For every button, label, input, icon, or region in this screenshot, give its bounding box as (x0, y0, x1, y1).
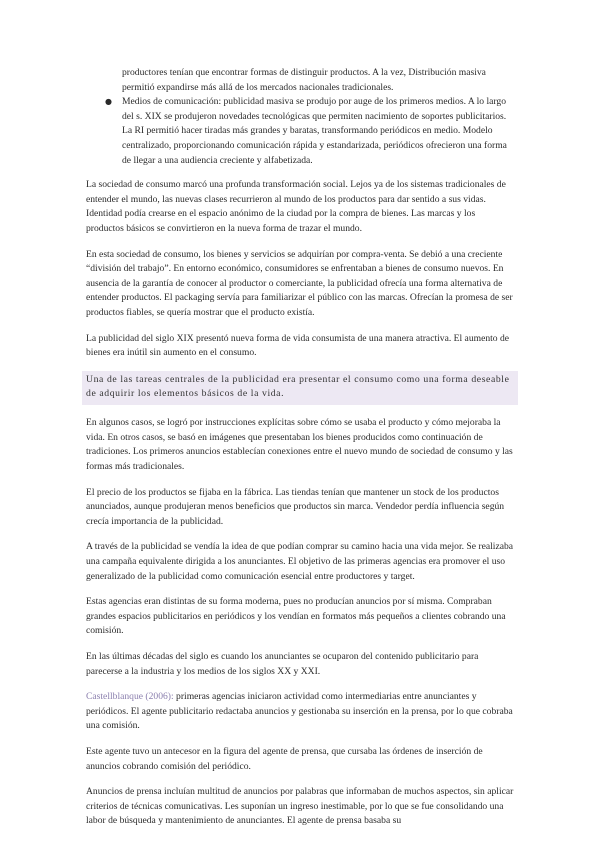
bullet-icon: ● (105, 97, 112, 107)
highlighted-quote: Una de las tareas centrales de la publicidad era presentar el consumo como una forma deseable de adquirir los elementos básicos de la vida. (82, 371, 518, 406)
paragraph: La sociedad de consumo marcó una profunda transformación social. Lejos ya de los sistemas tradicionales de entender el mundo, las nuevas clases recurrieron al mundo de los productos para dar sentido a sus vidas. Identidad podía crearse en el espacio anónimo de la ciudad por la compra de bienes. Las marcas y los productos básicos se convirtieron en la nueva forma de trazar el mundo. (86, 179, 506, 234)
paragraph: Anuncios de prensa incluían multitud de anuncios por palabras que informaban de muchos aspectos, sin aplicar criterios de técnicas comunicativas. Les suponían un ingreso inestimable, por lo que se fue consolidando una labor de búsqueda y mantenimiento de anunciantes. El agente de prensa basaba su (86, 786, 514, 827)
citation-source: Castellblanque (2006): (86, 691, 174, 703)
paragraph: A través de la publicidad se vendía la idea de que podían comprar su camino hacia una vida mejor. Se realizaba una campaña equivalente dirigida a los anunciantes. El objetivo de las primeras agencias era promover el uso generalizado de la publicidad como comunicación esencial entre productores y target. (86, 541, 514, 582)
document-page (86, 66, 514, 829)
citation-text: primeras agencias iniciaron actividad como intermediarias entre anunciantes y periódicos. El agente publicitario redactaba anuncios y gestionaba su inserción en la prensa, por lo que cobraba una comisión. (86, 691, 513, 732)
paragraph: En algunos casos, se logró por instrucciones explícitas sobre cómo se usaba el producto y cómo mejoraba la vida. En otros casos, se basó en imágenes que presentaban los bienes producidos como continuación de tradiciones. Los primeros anuncios establecían conexiones entre el nuevo mundo de sociedad de consumo y las formas más tradicionales. (86, 417, 513, 473)
paragraph: Estas agencias eran distintas de su forma moderna, pues no producían anuncios por sí misma. Compraban grandes espacios publicitarios en periódicos y los vendían en formatos más pequeños a clientes cobrando una comisión. (86, 596, 506, 637)
paragraph: En esta sociedad de consumo, los bienes y servicios se adquirían por compra-venta. Se debió a una creciente “división del trabajo”. En entorno económico, consumidores se enfrentaban a bienes de consumo nuevos. En ausencia de la garantía de conocer al productor o comerciante, la publicidad ofrecía una forma alternativa de entender productos. El packaging servía para familiarizar el público con las marcas. Ofrecían la promesa de ser productos fiables, se quería mostrar que el producto existía. (86, 248, 513, 318)
paragraph: El precio de los productos se fijaba en la fábrica. Las tiendas tenían que mantener un stock de los productos anunciados, aunque produjeran menos beneficios que productos sin marca. Vendedor perdía influencia según crecía importancia de la publicidad. (86, 486, 505, 527)
continuation-text: productores tenían que encontrar formas de distinguir productos. A la vez, Distribución masiva permitió expandirse más allá de los mercados nacionales tradicionales. (122, 67, 486, 93)
list-item-text: Medios de comunicación: publicidad masiva se produjo por auge de los primeros medios. A lo largo del s. XIX se produjeron novedades tecnológicas que permiten nacimiento de soportes publicitarios. La RI permitió hacer tiradas más grandes y baratas, transformando periódicos en medio. Modelo centralizado, proporcionando comunicación rápida y estandarizada, periódicos ofrecieron una forma de llegar a una audiencia creciente y alfabetizada. (122, 96, 507, 166)
paragraph: En las últimas décadas del siglo es cuando los anunciantes se ocuparon del contenido publicitario para parecerse a la industria y los medios de los siglos XX y XXI. (86, 651, 479, 677)
paragraph: La publicidad del siglo XIX presentó nueva forma de vida consumista de una manera atractiva. El aumento de bienes era inútil sin aumento en el consumo. (86, 332, 510, 359)
citation-paragraph (86, 690, 514, 734)
list-item-medios (105, 95, 514, 168)
paragraph: Este agente tuvo un antecesor en la figura del agente de prensa, que cursaba las órdenes de inserción de anuncios cobrando comisión del periódico. (86, 745, 483, 772)
